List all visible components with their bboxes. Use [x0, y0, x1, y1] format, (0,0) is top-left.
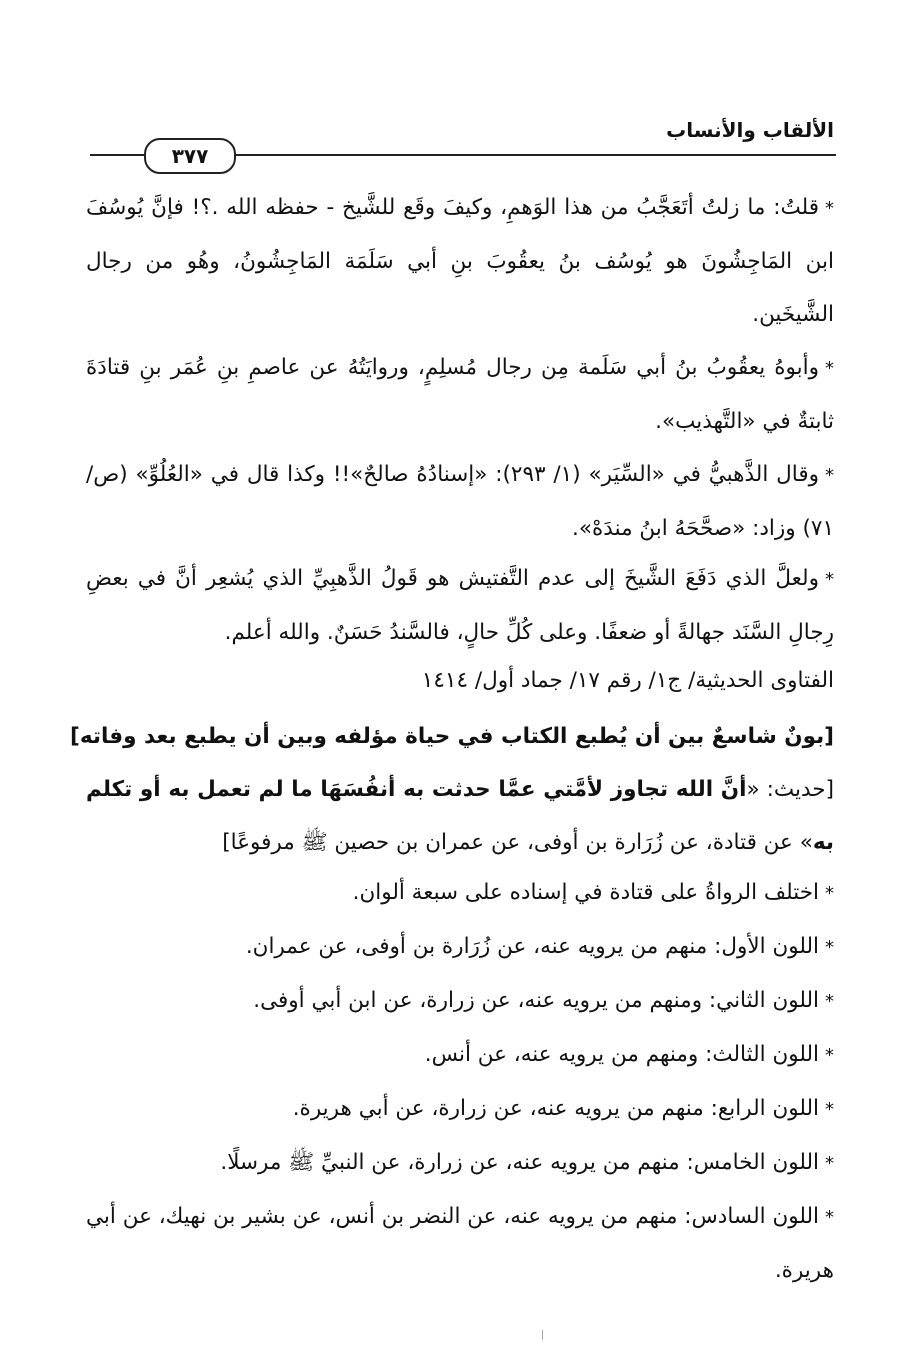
bullet-star: *	[825, 1207, 834, 1228]
source-citation: الفتاوى الحديثية/ ج١/ رقم ١٧/ جماد أول/ ١٤١٤	[421, 668, 834, 693]
section-heading: [بونٌ شاسعٌ بين أن يُطبع الكتاب في حياة مؤلفه وبين أن يطبع بعد وفاته]	[70, 724, 834, 749]
bullet-star: *	[825, 1045, 834, 1066]
chain-variant-2	[253, 974, 834, 1028]
chain-variant-1	[246, 920, 834, 974]
bullet-star: *	[825, 198, 834, 219]
paragraph-3	[86, 448, 834, 555]
chain-variant-2-text: اللون الثاني: ومنهم من يرويه عنه، عن زرارة، عن ابن أبي أوفى.	[253, 988, 819, 1013]
bullet-star: *	[825, 569, 834, 590]
chain-variant-6	[86, 1190, 834, 1297]
bullet-star: *	[825, 1099, 834, 1120]
chain-variant-6-text: اللون السادس: منهم من يرويه عنه، عن النضر بن أنس، عن بشير بن نهيك، عن أبي هريرة.	[86, 1204, 834, 1283]
bullet-star: *	[825, 1153, 834, 1174]
paragraph-1	[86, 181, 834, 341]
hadith-paragraph	[86, 763, 834, 869]
paragraph-5-text: اختلف الرواةُ على قتادة في إسناده على سبعة ألوان.	[352, 880, 819, 905]
chain-variant-4	[293, 1082, 834, 1136]
chain-variant-3-text: اللون الثالث: ومنهم من يرويه عنه، عن أنس.	[424, 1042, 819, 1067]
scan-mark	[542, 1330, 543, 1340]
paragraph-4-text: ولعلَّ الذي دَفَعَ الشَّيخَ إلى عدم التَّفتيش هو قَولُ الذَّهبِيِّ الذي يُشعِر أنَّ في بعضِ رِجالِ السَّنَد جهالةً أو ضعفًا. وعلى كُلِّ حالٍ، فالسَّندُ حَسَنٌ. والله أعلم.	[86, 566, 834, 645]
bullet-star: *	[825, 883, 834, 904]
bullet-star: *	[825, 937, 834, 958]
paragraph-2-text: وأبوهُ يعقُوبُ بنُ أبي سَلَمة مِن رجال مُسلِمٍ، وروايَتُهُ عن عاصمِ بنِ عُمَر بنِ قتادَةَ ثابتةٌ في «التَّهذيب».	[86, 355, 834, 434]
paragraph-4	[86, 552, 834, 659]
chain-variant-5-text: اللون الخامس: منهم من يرويه عنه، عن زرارة، عن النبيِّ ﷺ مرسلًا.	[220, 1150, 819, 1175]
page-number: ٣٧٧	[144, 138, 236, 174]
hadith-chain: » عن قتادة، عن زُرَارة بن أوفى، عن عمران بن حصين ﷺ مرفوعًا]	[222, 830, 813, 855]
bullet-star: *	[825, 465, 834, 486]
paragraph-5	[353, 866, 834, 920]
paragraph-1-text: قلتُ: ما زلتُ أتَعَجَّبُ من هذا الوَهمِ، وكيفَ وقَع للشَّيخ - حفظه الله .؟! فإنَّ يُوسُفَ ابن المَاجِشُونَ هو يُوسُف بنُ يعقُوبَ بنِ أبي سَلَمَة المَاجِشُونُ، وهُو من رجال الشَّيخَين.	[86, 195, 834, 327]
running-header-title: الألقاب والأنساب	[666, 118, 834, 142]
chain-variant-4-text: اللون الرابع: منهم من يرويه عنه، عن زرارة، عن أبي هريرة.	[292, 1096, 819, 1121]
paragraph-3-text: وقال الذَّهبيُّ في «السِّيَر» (١/ ٢٩٣): «إسنادُهُ صالحٌ»!! وكذا قال في «العُلُوِّ» (ص/ ٧١) وزاد: «صحَّحَهُ ابنُ مندَهْ».	[86, 462, 834, 541]
bullet-star: *	[825, 358, 834, 379]
paragraph-2	[86, 341, 834, 448]
chain-variant-1-text: اللون الأول: منهم من يرويه عنه، عن زُرَارة بن أوفى، عن عمران.	[245, 934, 819, 959]
bullet-star: *	[825, 991, 834, 1012]
chain-variant-5	[220, 1136, 834, 1190]
hadith-prefix: [حديث: «	[746, 777, 834, 802]
chain-variant-3	[425, 1028, 834, 1082]
hadith-text: أنَّ الله تجاوز لأمَّتي عمَّا حدثت به أنفُسَهَا ما لم تعمل به أو تكلم به	[86, 777, 834, 855]
